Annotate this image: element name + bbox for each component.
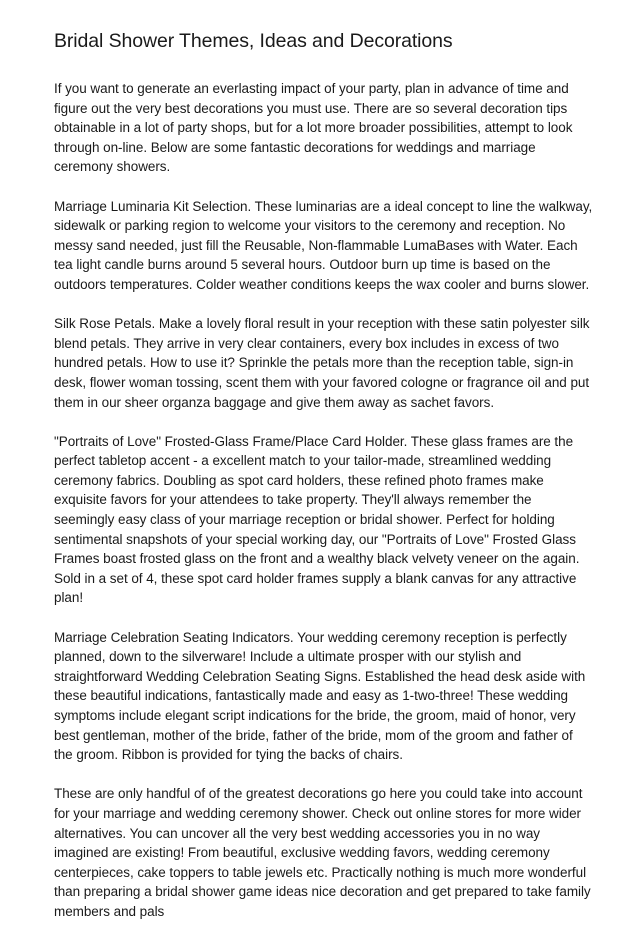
paragraph-portraits-of-love: "Portraits of Love" Frosted-Glass Frame/Place Card Holder. These glass frames are the perfect tabletop accent - a excellent match to your tailor-made, streamlined wedding ceremony fabrics. Doubling as spot card holders, these refined photo frames make exquisite favors for your attendees to take property. They'll always remember the seemingly easy class of your marriage reception or bridal shower. Perfect for holding sentimental snapshots of your special working day, our "Portraits of Love" Frosted Glass Frames boast frosted glass on the front and a wealthy black velvety veneer on the again. Sold in a set of 4, these spot card holder frames supply a blank canvas for any attractive plan! bbox=[54, 433, 580, 606]
paragraph-intro: If you want to generate an everlasting impact of your party, plan in advance of time and figure out the very best decorations you must use. There are so several decoration tips obtainable in a lot of party shops, but for a lot more broader possibilities, attempt to look through on-line. Below are some fantastic decorations for weddings and marriage ceremony showers. bbox=[54, 81, 573, 175]
document-title: Bridal Shower Themes, Ideas and Decorations bbox=[54, 30, 453, 52]
document-page bbox=[54, 27, 594, 941]
paragraph-luminaria: Marriage Luminaria Kit Selection. These luminarias are a ideal concept to line the walkway, sidewalk or parking region to welcome your visitors to the ceremony and reception. No messy sand needed, just fill the Reusable, Non-flammable LumaBases with Water. Each tea light candle burns around 5 several hours. Outdoor burn up time is based on the outdoors temperatures. Colder weather conditions keeps the wax cooler and burns slower. bbox=[54, 198, 593, 292]
paragraph-conclusion: These are only handful of of the greatest decorations go here you could take into account for your marriage and wedding ceremony shower. Check out online stores for more wider alternatives. You can uncover all the very best wedding accessories you in no way imagined are existing! From beautiful, exclusive wedding favors, wedding ceremony centerpieces, cake toppers to table jewels etc. Practically nothing is much more wonderful than preparing a bridal shower game ideas nice decoration and get prepared to take family members and pals bbox=[54, 786, 591, 919]
paragraph-rose-petals: Silk Rose Petals. Make a lovely floral result in your reception with these satin polyester silk blend petals. They arrive in very clear containers, every box includes in excess of two hundred petals. How to use it? Sprinkle the petals more than the reception table, sign-in desk, flower woman tossing, scent them with your favored cologne or fragrance oil and put them in our sheer organza baggage and give them away as sachet favors. bbox=[54, 316, 590, 410]
paragraph-seating-indicators: Marriage Celebration Seating Indicators. Your wedding ceremony reception is perfectly planned, down to the silverware! Include a ultimate prosper with our stylish and straightforward Wedding Celebration Seating Signs. Established the head desk aside with these beautiful indications, fantastically made and easy as 1-two-three! These wedding symptoms include elegant script indications for the bride, the groom, maid of honor, very best gentleman, mother of the bride, father of the bride, mom of the groom and father of the groom. Ribbon is provided for tying the backs of chairs. bbox=[54, 629, 586, 763]
